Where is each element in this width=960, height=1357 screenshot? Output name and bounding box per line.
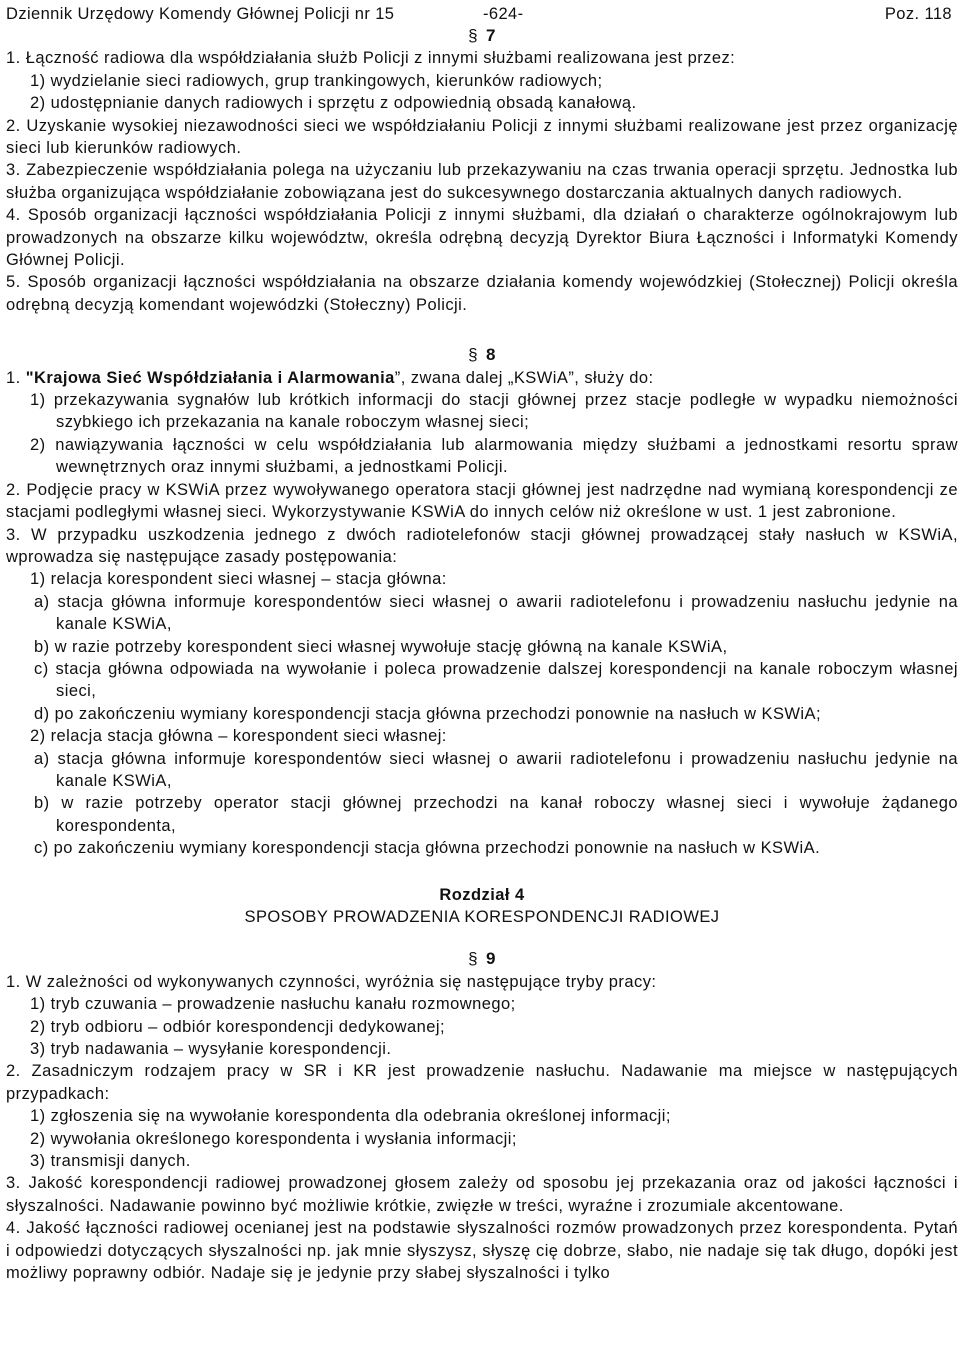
- section-symbol: §: [468, 26, 478, 45]
- s8-item-3-1: 1) relacja korespondent sieci własnej – stacja główna:: [30, 570, 447, 589]
- s8-item-3-1c: c) stacja główna odpowiada na wywołanie i poleca prowadzenie dalszej korespondencji na kanale roboczym własnej sieci,: [34, 659, 958, 701]
- s8-item-1-1: 1) przekazywania sygnałów lub krótkich informacji do stacji głównej przez stacje podległe w wypadku niemożności szybkiego ich przekazania na kanale roboczym własnej sieci;: [30, 391, 958, 432]
- document-page: [6, 0, 958, 1357]
- s9-item-1: 1. W zależności od wykonywanych czynności, wyróżnia się następujące tryby pracy:: [6, 972, 657, 991]
- s7-item-2: 2. Uzyskanie wysokiej niezawodności sieci we współdziałaniu Policji z innymi służbami realizowane jest przez organizację sieci lub kierunków radiowych.: [6, 116, 958, 158]
- s9-item-3: 3. Jakość korespondencji radiowej prowadzonej głosem zależy od sposobu jej przekazania oraz od jakości łączności i słyszalności. Nadawanie powinno być możliwie krótkie, zwięzłe w treści, wyraźne i zrozumiale akcentowane.: [6, 1174, 958, 1215]
- page-number: -624-: [483, 5, 524, 23]
- s8-item-3-2c: c) po zakończeniu wymiany korespondencji stacja główna przechodzi ponownie na nasłuch w KSWiA.: [34, 839, 821, 858]
- section-number: 9: [486, 949, 496, 969]
- s9-item-2: 2. Zasadniczym rodzajem pracy w SR i KR jest prowadzenie nasłuchu. Nadawanie ma miejsce w następujących przypadkach:: [6, 1062, 958, 1103]
- s8-item-3: 3. W przypadku uszkodzenia jednego z dwóch radiotelefonów stacji głównej prowadzącej stały nasłuch w KSWiA, wprowadza się następujące zasady postępowania:: [6, 525, 958, 566]
- s7-item-3: 3. Zabezpieczenie współdziałania polega na użyczaniu lub przekazywaniu na czas trwania operacji sprzętu. Jednostka lub służba organizująca współdziałanie zobowiązana jest do sukcesywnego dostarczania aktualnych danych radiowych.: [6, 161, 958, 202]
- s7-item-4: 4. Sposób organizacji łączności współdziałania Policji z innymi służbami, dla działań o charakterze ogólnokrajowym lub prowadzonych na obszarze kilku województw, określa odrębną decyzją Dyrektor Biura Łączności i Informatyki Komendy Głównej Policji.: [6, 206, 958, 270]
- s7-item-1: 1. Łączność radiowa dla współdziałania służb Policji z innymi służbami realizowana jest przez:: [6, 49, 736, 68]
- s9-item-2-2: 2) wywołania określonego korespondenta i wysłania informacji;: [30, 1129, 517, 1148]
- section-symbol: §: [468, 949, 478, 969]
- section-8-heading: [6, 344, 958, 366]
- s8-item-1-rest: ”, zwana dalej „KSWiA”, służy do:: [394, 368, 654, 387]
- s8-item-2: 2. Podjęcie pracy w KSWiA przez wywoływanego operatora stacji głównej jest nadrzędne nad wymianą korespondencji ze stacjami podległymi własnej sieci. Wykorzystywanie KSWiA do innych celów niż określone w ust. 1 jest zabronione.: [6, 480, 958, 522]
- s9-item-1-3: 3) tryb nadawania – wysyłanie korespondencji.: [30, 1040, 392, 1059]
- section-number: 7: [486, 26, 496, 45]
- chapter-title: SPOSOBY PROWADZENIA KORESPONDENCJI RADIOWEJ: [244, 908, 720, 926]
- s9-item-2-3: 3) transmisji danych.: [30, 1152, 191, 1171]
- s9-item-4: 4. Jakość łączności radiowej ocenianej jest na podstawie słyszalności rozmów prowadzonych przez korespondenta. Pytań i odpowiedzi dotyczących słyszalności np. jak mnie słyszysz, słyszę cię dobrze, słabo, nie nadaje się tak długo, dopóki jest możliwy poprawny odbiór. Nadaje się je jedynie przy słabej słyszalności i tylko: [6, 1219, 958, 1283]
- s9-item-2-1: 1) zgłoszenia się na wywołanie korespondenta dla odebrania określonej informacji;: [30, 1107, 671, 1126]
- s8-item-3-1b: b) w razie potrzeby korespondent sieci własnej wywołuje stację główną na kanale KSWiA,: [34, 637, 728, 656]
- s7-item-5: 5. Sposób organizacji łączności współdziałania na obszarze działania komendy wojewódzkiej (Stołecznej) Policji określa odrębną decyzją komendant wojewódzki (Stołeczny) Policji.: [6, 273, 958, 314]
- s8-item-3-2a: a) stacja główna informuje korespondentów sieci własnej o awarii radiotelefonu i prowadzeniu nasłuchu jedynie na kanale KSWiA,: [34, 749, 958, 790]
- s8-item-3-1d: d) po zakończeniu wymiany korespondencji stacja główna przechodzi ponownie na nasłuch w KSWiA;: [34, 704, 822, 723]
- s8-item-3-2: 2) relacja stacja główna – korespondent sieci własnej:: [30, 727, 447, 746]
- kswia-name: "Krajowa Sieć Współdziałania i Alarmowania: [25, 368, 395, 387]
- chapter-label: Rozdział 4: [439, 885, 525, 904]
- s9-item-1-2: 2) tryb odbioru – odbiór korespondencji dedykowanej;: [30, 1017, 446, 1036]
- s8-item-1: [6, 367, 958, 389]
- position-number: Poz. 118: [884, 5, 952, 23]
- s8-item-3-2b: b) w razie potrzeby operator stacji głównej przechodzi na kanał roboczy własnej sieci i wywołuje żądanego korespondenta,: [34, 794, 958, 835]
- section-number: 8: [486, 345, 496, 365]
- section-symbol: §: [468, 345, 478, 365]
- s8-item-1-prefix: 1.: [6, 368, 26, 387]
- page-header: [6, 3, 958, 25]
- section-9-heading: [6, 948, 958, 970]
- s9-item-1-1: 1) tryb czuwania – prowadzenie nasłuchu kanału rozmownego;: [30, 995, 516, 1014]
- s7-item-1-1: 1) wydzielanie sieci radiowych, grup trankingowych, kierunków radiowych;: [30, 71, 603, 90]
- section-7-heading: [6, 25, 958, 47]
- s7-item-1-2: 2) udostępnianie danych radiowych i sprzętu z odpowiednią obsadą kanałową.: [30, 94, 637, 113]
- s8-item-1-2: 2) nawiązywania łączności w celu współdziałania lub alarmowania między służbami a jednostkami resortu spraw wewnętrznych oraz innymi służbami, a jednostkami Policji.: [30, 435, 958, 477]
- journal-title: Dziennik Urzędowy Komendy Głównej Policji nr 15: [6, 5, 395, 23]
- s8-item-3-1a: a) stacja główna informuje korespondentów sieci własnej o awarii radiotelefonu i prowadzeniu nasłuchu jedynie na kanale KSWiA,: [34, 592, 958, 634]
